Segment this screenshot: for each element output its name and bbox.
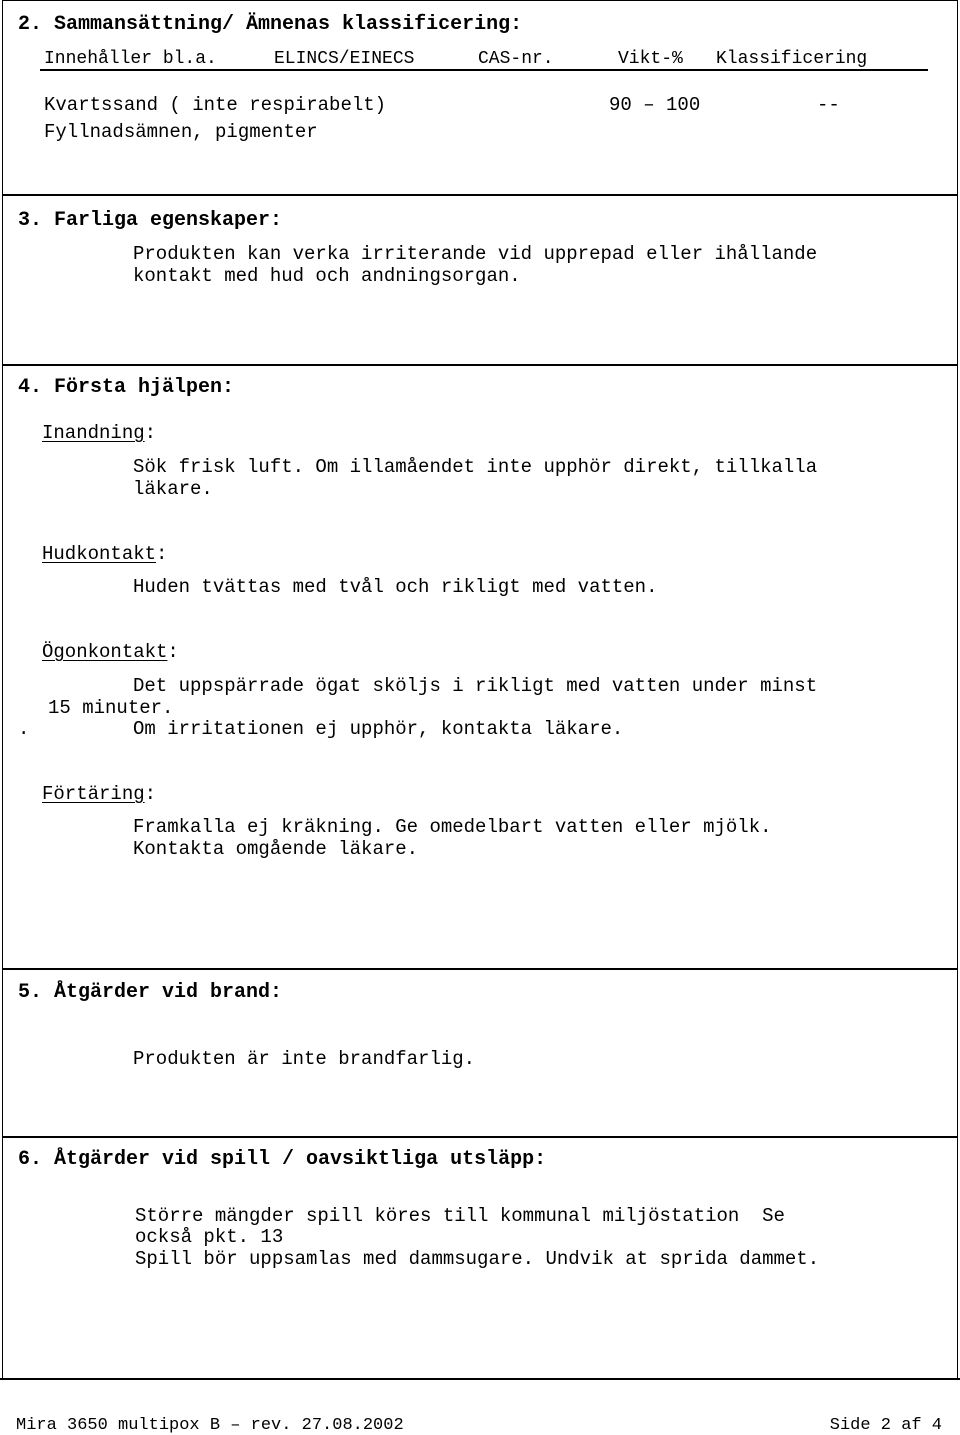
col-header-cas: CAS-nr. bbox=[478, 49, 554, 69]
section-4-frame bbox=[2, 364, 958, 970]
col-header-weight: Vikt-% bbox=[618, 49, 683, 69]
row-1-weight: 90 – 100 bbox=[609, 94, 701, 116]
row-1-class: -- bbox=[817, 94, 840, 116]
ogon-dot: . bbox=[18, 718, 30, 740]
section-6-line-3: Spill bör uppsamlas med dammsugare. Undvik at sprida dammet. bbox=[135, 1248, 820, 1270]
section-5-line-1: Produkten är inte brandfarlig. bbox=[133, 1048, 476, 1070]
fortaring-label: Förtäring bbox=[42, 783, 145, 805]
fortaring-line-2: Kontakta omgående läkare. bbox=[133, 838, 419, 860]
fortaring-heading bbox=[42, 783, 156, 805]
ogon-line-2: 15 minuter. bbox=[48, 697, 174, 719]
col-header-classification: Klassificering bbox=[716, 49, 868, 69]
section-3-line-2: kontakt med hud och andningsorgan. bbox=[133, 265, 521, 287]
footer-page-number: Side 2 af 4 bbox=[829, 1416, 942, 1435]
hud-colon: : bbox=[156, 543, 168, 565]
header-rule bbox=[40, 69, 928, 71]
section-6-title: 6. Åtgärder vid spill / oavsiktliga utsläpp: bbox=[18, 1148, 547, 1171]
ogon-line-3: Om irritationen ej upphör, kontakta läkare. bbox=[133, 718, 624, 740]
col-header-einecs: ELINCS/EINECS bbox=[274, 49, 415, 69]
section-3-title: 3. Farliga egenskaper: bbox=[18, 209, 283, 232]
section-4-title: 4. Första hjälpen: bbox=[18, 376, 235, 399]
ogon-line-1: Det uppspärrade ögat sköljs i rikligt med vatten under minst bbox=[133, 675, 818, 697]
inandning-colon: : bbox=[144, 422, 157, 444]
section-2-title: 2. Sammansättning/ Ämnenas klassificering: bbox=[18, 13, 523, 36]
ogon-label: Ögonkontakt bbox=[42, 641, 168, 663]
hud-heading bbox=[42, 543, 167, 565]
hud-line-1: Huden tvättas med tvål och rikligt med vatten. bbox=[133, 576, 658, 598]
fortaring-line-1: Framkalla ej kräkning. Ge omedelbart vatten eller mjölk. bbox=[133, 816, 772, 838]
inandning-label: Inandning bbox=[42, 422, 145, 444]
hud-label: Hudkontakt bbox=[42, 543, 157, 565]
col-header-content: Innehåller bl.a. bbox=[44, 49, 217, 69]
fortaring-colon: : bbox=[144, 783, 157, 805]
section-6-line-2: också pkt. 13 bbox=[135, 1226, 284, 1248]
row-1-name: Kvartssand ( inte respirabelt) bbox=[44, 94, 387, 116]
ogon-colon: : bbox=[167, 641, 179, 663]
section-3-line-1: Produkten kan verka irriterande vid upprepad eller ihållande bbox=[133, 243, 818, 265]
section-6-line-1: Större mängder spill köres till kommunal miljöstation Se bbox=[135, 1205, 785, 1227]
ogon-heading bbox=[42, 641, 179, 663]
footer-document-info: Mira 3650 multipox B – rev. 27.08.2002 bbox=[16, 1416, 404, 1435]
inandning-line-2: läkare. bbox=[133, 478, 213, 500]
footer-rule bbox=[0, 1378, 960, 1380]
section-5-title: 5. Åtgärder vid brand: bbox=[18, 981, 283, 1004]
row-2-name: Fyllnadsämnen, pigmenter bbox=[44, 121, 318, 143]
inandning-heading bbox=[42, 422, 156, 444]
inandning-line-1: Sök frisk luft. Om illamåendet inte upphör direkt, tillkalla bbox=[133, 456, 818, 478]
